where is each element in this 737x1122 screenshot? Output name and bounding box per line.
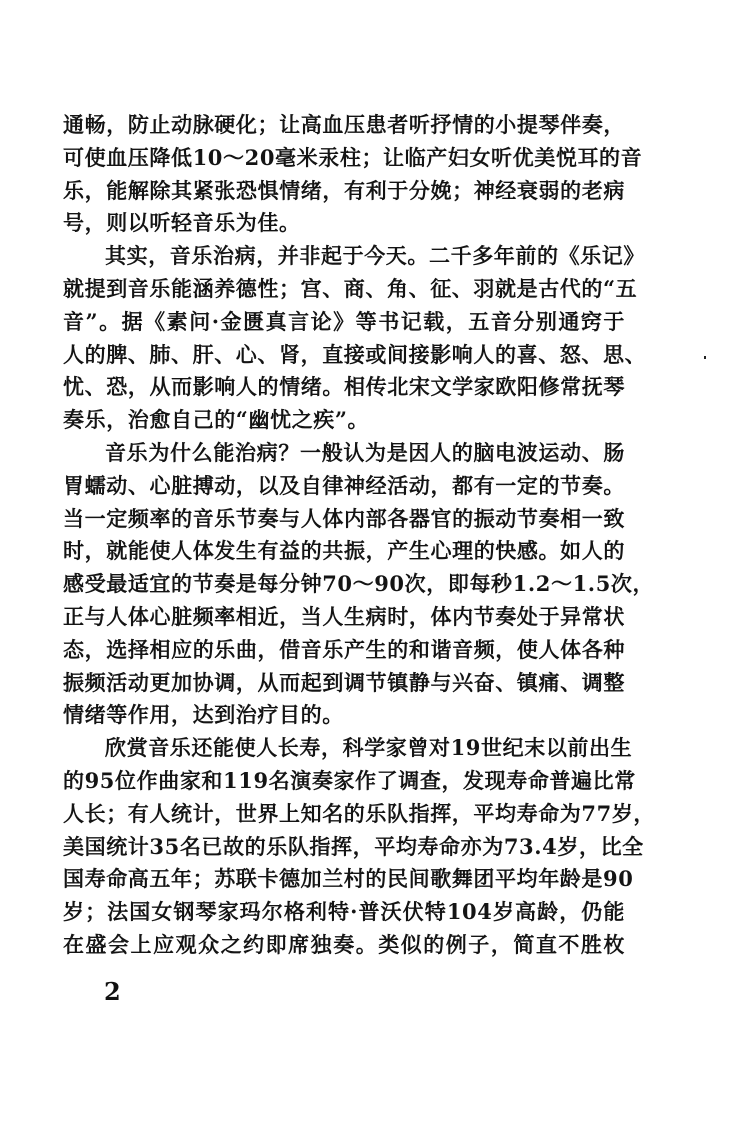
text-line: 态，选择相应的乐曲，借音乐产生的和谐音频，使人体各种 — [63, 636, 625, 662]
text-line: 人的脾、肺、肝、心、肾，直接或间接影响人的喜、怒、思、 — [63, 341, 647, 367]
text-line: 振频活动更加协调，从而起到调节镇静与兴奋、镇痛、调整 — [63, 669, 625, 695]
text-line: 情绪等作用，达到治疗目的。 — [63, 702, 344, 728]
text-line: 奏乐，治愈自己的“幽忧之疾”。 — [63, 407, 370, 433]
text-line: 胃蠕动、心脏搏动，以及自律神经活动，都有一定的节奏。 — [63, 472, 625, 498]
text-line: 感受最适宜的节奏是每分钟70～90次，即每秒1.2～1.5次， — [63, 571, 655, 597]
text-line: 国寿命高五年；苏联卡德加兰村的民间歌舞团平均年龄是90 — [63, 866, 634, 892]
text-line: 欣赏音乐还能使人长寿，科学家曾对19世纪末以前出生 — [105, 735, 633, 761]
text-line: 就提到音乐能涵养德性；宫、商、角、征、羽就是古代的“五 — [63, 275, 638, 301]
text-line: 正与人体心脏频率相近，当人生病时，体内节奏处于异常状 — [63, 603, 625, 629]
text-line: 其实，音乐治病，并非起于今天。二千多年前的《乐记》 — [105, 243, 645, 269]
text-line: 美国统计35名已故的乐队指挥，平均寿命亦为73.4岁，比全 — [63, 833, 644, 859]
text-line: 乐，能解除其紧张恐惧情绪，有利于分娩；神经衰弱的老病 — [63, 177, 625, 203]
page-number: 2 — [104, 977, 121, 1006]
text-line: 的95位作曲家和119名演奏家作了调查，发现寿命普遍比常 — [63, 767, 636, 793]
text-line: 忧、恐，从而影响人的情绪。相传北宋文学家欧阳修常抚琴 — [63, 374, 625, 400]
text-line: 音”。据《素问·金匮真言论》等书记载，五音分别通窍于 — [63, 308, 625, 334]
text-line: 可使血压降低10～20毫米汞柱；让临产妇女听优美悦耳的音 — [63, 144, 643, 170]
text-line: 时，就能使人体发生有益的共振，产生心理的快感。如人的 — [63, 538, 625, 564]
text-line: 在盛会上应观众之约即席独奏。类似的例子，简直不胜枚 — [63, 931, 625, 957]
text-line: 当一定频率的音乐节奏与人体内部各器官的振动节奏相一致 — [63, 505, 625, 531]
text-line: 号，则以听轻音乐为佳。 — [63, 210, 301, 236]
text-line: 人长；有人统计，世界上知名的乐队指挥，平均寿命为77岁， — [63, 800, 656, 826]
text-line: 通畅，防止动脉硬化；让高血压患者听抒情的小提琴伴奏， — [63, 112, 625, 137]
text-line: 音乐为什么能治病？一般认为是因人的脑电波运动、肠 — [105, 439, 625, 465]
body-text — [63, 109, 656, 962]
scan-speck — [704, 356, 706, 359]
text-line: 岁；法国女钢琴家玛尔格利特·普沃伏特104岁高龄，仍能 — [63, 899, 625, 925]
